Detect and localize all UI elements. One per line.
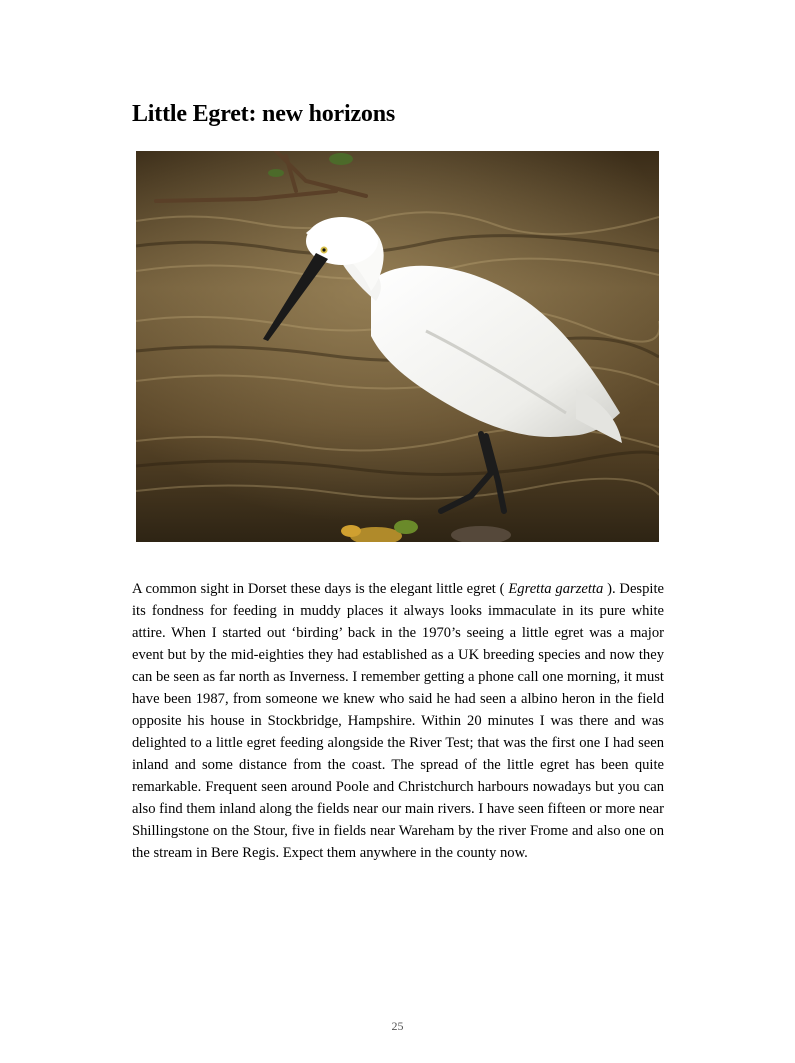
species-name: Egretta garzetta (508, 581, 604, 597)
body-text-part2: ). Despite its fondness for feeding in muddy places it always looks immaculate in its pure white attire. When I started out ‘birding’ back in the 1970’s seeing a little egret was a major event but by the mid-eighties they had established as a UK breeding species and now they can be seen as far north as Inverness. I remember getting a phone call one morning, it must have been 1987, from someone we knew who said he had seen a albino heron in the field opposite his house in Stockbridge, Hampshire. Within 20 minutes I was there and was delighted to a little egret feeding alongside the River Test; that was the first one I had seen inland and some distance from the coast. The spread of the little egret has been quite remarkable. Frequent seen around Poole and Christchurch harbours nowadays but you can also find them inland along the fields near our main rivers. I have seen fifteen or more near Shillingstone on the Stour, five in fields near Wareham by the river Frome and also one on the stream in Bere Regis. Expect them anywhere in the county now. (132, 581, 664, 861)
egret-photo (136, 151, 659, 542)
page-title: Little Egret: new horizons (132, 101, 395, 127)
page-number: 25 (391, 1019, 404, 1033)
body-paragraph (132, 578, 664, 864)
body-text-part1: A common sight in Dorset these days is the elegant little egret ( (132, 581, 509, 597)
little-egret-wading-photo-icon (136, 151, 659, 542)
